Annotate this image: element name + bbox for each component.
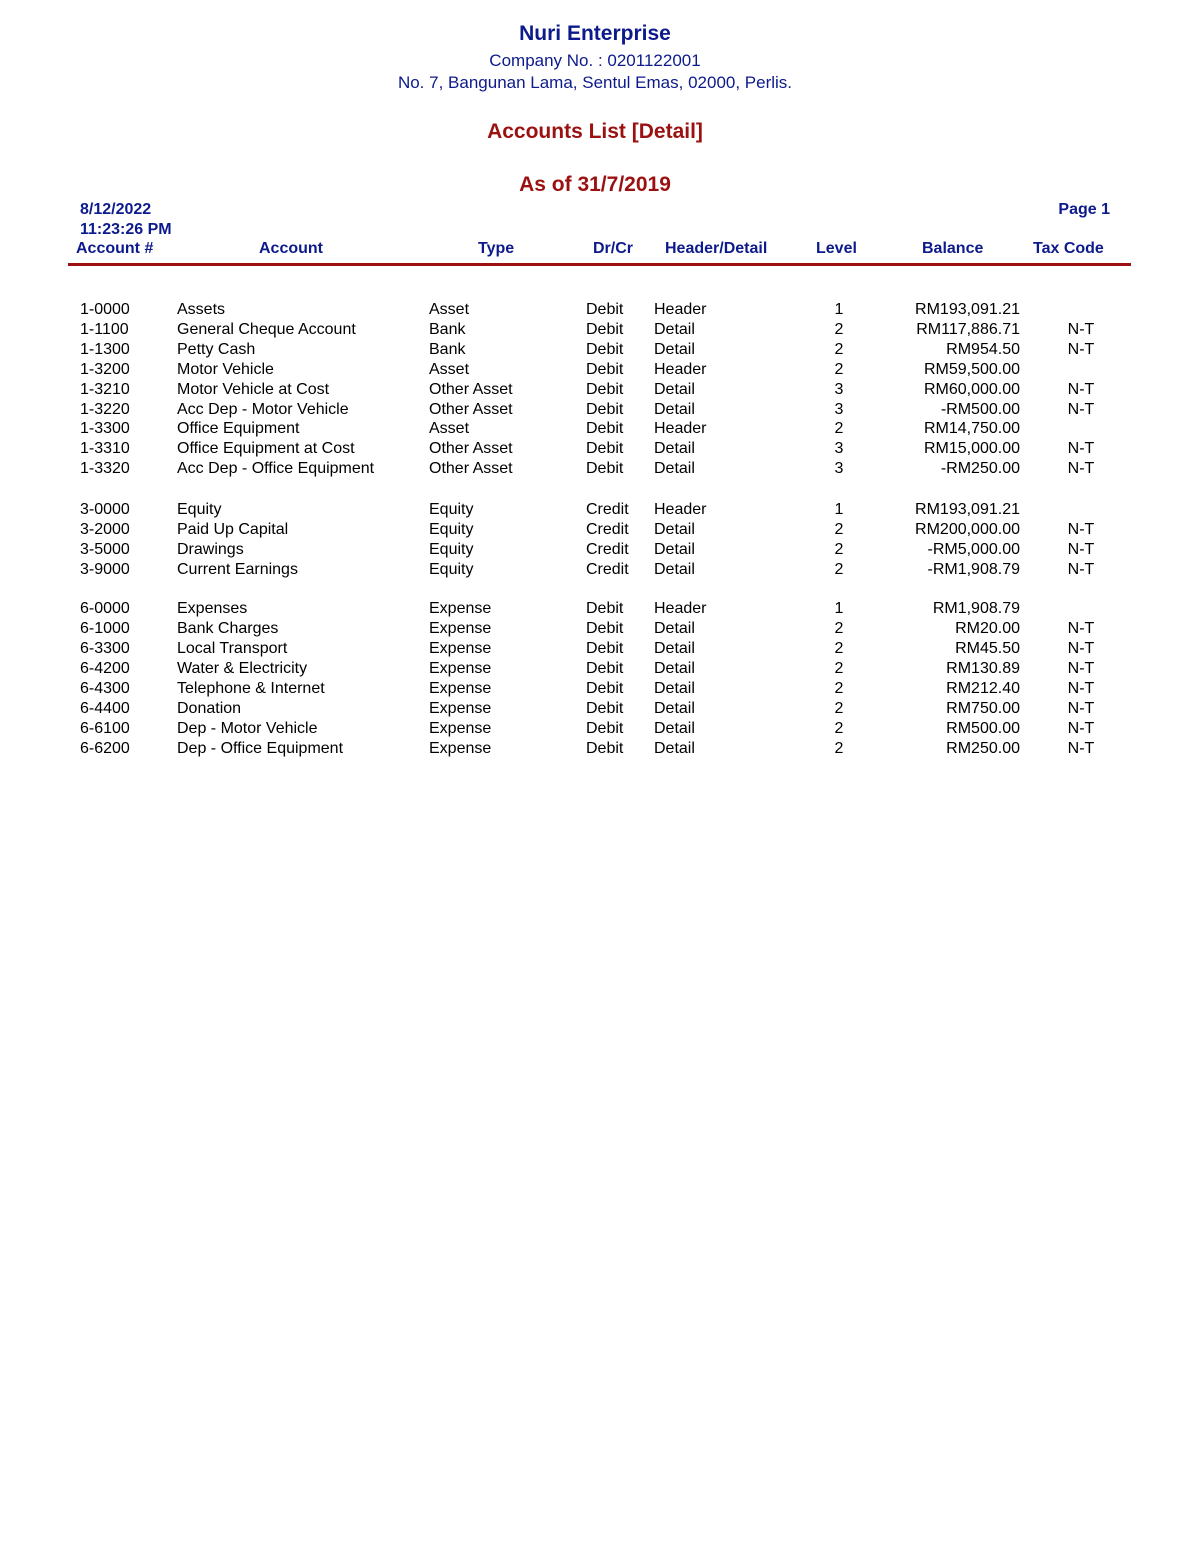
tax-code: N-T xyxy=(1067,740,1095,757)
dr-cr: Credit xyxy=(586,561,629,578)
tax-code: N-T xyxy=(1067,460,1095,477)
col-header-tax-code: Tax Code xyxy=(1033,240,1104,257)
level: 3 xyxy=(834,381,844,398)
level: 1 xyxy=(834,501,844,518)
account-name: Telephone & Internet xyxy=(177,680,325,697)
account-number: 3-0000 xyxy=(80,501,130,518)
dr-cr: Debit xyxy=(586,301,624,318)
header-detail: Header xyxy=(654,301,707,318)
table-row xyxy=(0,341,1200,361)
account-type: Expense xyxy=(429,700,492,717)
header-detail: Detail xyxy=(654,640,695,657)
col-header-type: Type xyxy=(478,240,515,257)
account-number: 6-4300 xyxy=(80,680,130,697)
table-row xyxy=(0,321,1200,341)
company-name: Nuri Enterprise xyxy=(519,22,671,45)
account-type: Equity xyxy=(429,541,474,558)
account-name: Local Transport xyxy=(177,640,288,657)
tax-code: N-T xyxy=(1067,381,1095,398)
level: 2 xyxy=(834,561,844,578)
account-number: 1-1300 xyxy=(80,341,130,358)
level: 3 xyxy=(834,440,844,457)
account-number: 3-2000 xyxy=(80,521,130,538)
dr-cr: Debit xyxy=(586,401,624,418)
account-type: Equity xyxy=(429,521,474,538)
account-number: 3-5000 xyxy=(80,541,130,558)
account-name: Drawings xyxy=(177,541,244,558)
account-type: Other Asset xyxy=(429,381,513,398)
account-name: Office Equipment xyxy=(177,420,300,437)
level: 2 xyxy=(834,521,844,538)
balance: RM60,000.00 xyxy=(923,381,1020,398)
dr-cr: Debit xyxy=(586,600,624,617)
level: 2 xyxy=(834,541,844,558)
company-address: No. 7, Bangunan Lama, Sentul Emas, 02000, Perlis. xyxy=(397,73,793,92)
account-number: 1-3320 xyxy=(80,460,130,477)
account-name: General Cheque Account xyxy=(177,321,356,338)
table-row xyxy=(0,600,1200,620)
level: 2 xyxy=(834,620,844,637)
table-row xyxy=(0,521,1200,541)
account-type: Asset xyxy=(429,420,470,437)
account-number: 3-9000 xyxy=(80,561,130,578)
account-number: 1-3310 xyxy=(80,440,130,457)
tax-code: N-T xyxy=(1067,700,1095,717)
table-row xyxy=(0,620,1200,640)
account-type: Other Asset xyxy=(429,401,513,418)
header-detail: Detail xyxy=(654,680,695,697)
balance: RM130.89 xyxy=(946,660,1020,677)
table-row xyxy=(0,301,1200,321)
tax-code: N-T xyxy=(1067,341,1095,358)
table-row xyxy=(0,381,1200,401)
page-number: Page 1 xyxy=(1058,201,1110,218)
balance: RM45.50 xyxy=(955,640,1020,657)
account-name: Assets xyxy=(177,301,226,318)
dr-cr: Credit xyxy=(586,521,629,538)
account-number: 6-4400 xyxy=(80,700,130,717)
col-header-account: Account xyxy=(259,240,323,257)
account-type: Expense xyxy=(429,620,492,637)
level: 2 xyxy=(834,361,844,378)
print-time: 11:23:26 PM xyxy=(80,221,172,238)
account-type: Expense xyxy=(429,600,492,617)
tax-code: N-T xyxy=(1067,401,1095,418)
table-row xyxy=(0,401,1200,421)
balance: -RM1,908.79 xyxy=(927,561,1020,578)
tax-code: N-T xyxy=(1067,640,1095,657)
dr-cr: Debit xyxy=(586,700,624,717)
account-type: Bank xyxy=(429,321,466,338)
account-number: 1-3300 xyxy=(80,420,130,437)
header-detail: Detail xyxy=(654,700,695,717)
account-number: 6-6100 xyxy=(80,720,130,737)
dr-cr: Debit xyxy=(586,640,624,657)
balance: RM193,091.21 xyxy=(915,501,1020,518)
account-name: Equity xyxy=(177,501,222,518)
balance: RM200,000.00 xyxy=(915,521,1020,538)
account-name: Office Equipment at Cost xyxy=(177,440,355,457)
header-detail: Detail xyxy=(654,541,695,558)
tax-code: N-T xyxy=(1067,521,1095,538)
header-detail: Detail xyxy=(654,440,695,457)
level: 2 xyxy=(834,640,844,657)
dr-cr: Debit xyxy=(586,420,624,437)
account-type: Other Asset xyxy=(429,440,513,457)
table-row xyxy=(0,700,1200,720)
account-name: Dep - Office Equipment xyxy=(177,740,344,757)
report-title: Accounts List [Detail] xyxy=(487,120,703,143)
level: 3 xyxy=(834,401,844,418)
header-detail: Detail xyxy=(654,720,695,737)
account-number: 1-3220 xyxy=(80,401,130,418)
dr-cr: Credit xyxy=(586,541,629,558)
account-name: Petty Cash xyxy=(177,341,256,358)
dr-cr: Credit xyxy=(586,501,629,518)
header-detail: Detail xyxy=(654,401,695,418)
dr-cr: Debit xyxy=(586,660,624,677)
dr-cr: Debit xyxy=(586,680,624,697)
account-name: Motor Vehicle at Cost xyxy=(177,381,330,398)
table-row xyxy=(0,440,1200,460)
account-name: Water & Electricity xyxy=(177,660,308,677)
account-name: Dep - Motor Vehicle xyxy=(177,720,318,737)
tax-code: N-T xyxy=(1067,660,1095,677)
table-row xyxy=(0,460,1200,480)
table-row xyxy=(0,720,1200,740)
level: 2 xyxy=(834,420,844,437)
balance: RM20.00 xyxy=(955,620,1020,637)
balance: RM59,500.00 xyxy=(923,361,1020,378)
header-detail: Detail xyxy=(654,561,695,578)
account-type: Expense xyxy=(429,680,492,697)
table-row xyxy=(0,640,1200,660)
dr-cr: Debit xyxy=(586,440,624,457)
col-header-level: Level xyxy=(816,240,857,257)
tax-code: N-T xyxy=(1067,620,1095,637)
balance: -RM5,000.00 xyxy=(927,541,1020,558)
balance: RM212.40 xyxy=(946,680,1020,697)
level: 2 xyxy=(834,680,844,697)
balance: RM14,750.00 xyxy=(923,420,1020,437)
balance: RM117,886.71 xyxy=(916,321,1020,338)
account-number: 1-3200 xyxy=(80,361,130,378)
dr-cr: Debit xyxy=(586,341,624,358)
header-divider xyxy=(68,263,1131,266)
account-name: Current Earnings xyxy=(177,561,298,578)
level: 2 xyxy=(834,321,844,338)
level: 1 xyxy=(834,301,844,318)
balance: RM15,000.00 xyxy=(923,440,1020,457)
report-as-of-date: As of 31/7/2019 xyxy=(519,173,671,196)
header-detail: Detail xyxy=(654,381,695,398)
header-detail: Header xyxy=(654,420,707,437)
level: 2 xyxy=(834,740,844,757)
table-row xyxy=(0,561,1200,581)
tax-code: N-T xyxy=(1067,440,1095,457)
account-number: 1-1100 xyxy=(80,321,129,338)
header-detail: Detail xyxy=(654,660,695,677)
header-detail: Detail xyxy=(654,460,695,477)
account-type: Expense xyxy=(429,640,492,657)
balance: RM500.00 xyxy=(946,720,1020,737)
account-type: Expense xyxy=(429,720,492,737)
table-row xyxy=(0,420,1200,440)
header-detail: Header xyxy=(654,501,707,518)
tax-code: N-T xyxy=(1067,541,1095,558)
account-type: Asset xyxy=(429,301,470,318)
header-detail: Detail xyxy=(654,521,695,538)
header-detail: Detail xyxy=(654,321,695,338)
tax-code: N-T xyxy=(1067,321,1095,338)
dr-cr: Debit xyxy=(586,740,624,757)
table-row xyxy=(0,740,1200,760)
level: 2 xyxy=(834,700,844,717)
table-row xyxy=(0,541,1200,561)
table-row xyxy=(0,361,1200,381)
level: 1 xyxy=(834,600,844,617)
header-detail: Header xyxy=(654,600,707,617)
balance: RM750.00 xyxy=(946,700,1020,717)
dr-cr: Debit xyxy=(586,460,624,477)
company-number: Company No. : 0201122001 xyxy=(489,51,701,70)
account-name: Acc Dep - Motor Vehicle xyxy=(177,401,349,418)
header-detail: Detail xyxy=(654,620,695,637)
dr-cr: Debit xyxy=(586,381,624,398)
dr-cr: Debit xyxy=(586,321,624,338)
level: 2 xyxy=(834,341,844,358)
account-number: 6-4200 xyxy=(80,660,130,677)
tax-code: N-T xyxy=(1067,561,1095,578)
col-header-drcr: Dr/Cr xyxy=(593,240,634,257)
header-detail: Detail xyxy=(654,740,695,757)
account-type: Asset xyxy=(429,361,470,378)
account-type: Expense xyxy=(429,660,492,677)
level: 2 xyxy=(834,720,844,737)
balance: RM250.00 xyxy=(946,740,1020,757)
account-name: Donation xyxy=(177,700,242,717)
tax-code: N-T xyxy=(1067,720,1095,737)
balance: -RM500.00 xyxy=(940,401,1020,418)
table-row xyxy=(0,660,1200,680)
account-number: 1-0000 xyxy=(80,301,130,318)
account-number: 6-1000 xyxy=(80,620,130,637)
balance: -RM250.00 xyxy=(940,460,1020,477)
table-row xyxy=(0,680,1200,700)
account-type: Expense xyxy=(429,740,492,757)
account-number: 6-0000 xyxy=(80,600,130,617)
account-number: 6-3300 xyxy=(80,640,130,657)
col-header-balance: Balance xyxy=(922,240,984,257)
account-type: Equity xyxy=(429,561,474,578)
account-name: Paid Up Capital xyxy=(177,521,289,538)
col-header-header-detail: Header/Detail xyxy=(665,240,768,257)
print-date: 8/12/2022 xyxy=(80,201,152,218)
account-type: Other Asset xyxy=(429,460,513,477)
account-number: 6-6200 xyxy=(80,740,130,757)
dr-cr: Debit xyxy=(586,720,624,737)
account-name: Expenses xyxy=(177,600,248,617)
table-row xyxy=(0,501,1200,521)
balance: RM1,908.79 xyxy=(932,600,1020,617)
balance: RM193,091.21 xyxy=(915,301,1020,318)
account-name: Acc Dep - Office Equipment xyxy=(177,460,375,477)
account-name: Bank Charges xyxy=(177,620,279,637)
level: 3 xyxy=(834,460,844,477)
dr-cr: Debit xyxy=(586,361,624,378)
tax-code: N-T xyxy=(1067,680,1095,697)
account-type: Bank xyxy=(429,341,466,358)
account-type: Equity xyxy=(429,501,474,518)
account-name: Motor Vehicle xyxy=(177,361,274,378)
balance: RM954.50 xyxy=(946,341,1020,358)
dr-cr: Debit xyxy=(586,620,624,637)
level: 2 xyxy=(834,660,844,677)
header-detail: Detail xyxy=(654,341,695,358)
header-detail: Header xyxy=(654,361,707,378)
account-number: 1-3210 xyxy=(80,381,130,398)
col-header-account-no: Account # xyxy=(76,240,154,257)
